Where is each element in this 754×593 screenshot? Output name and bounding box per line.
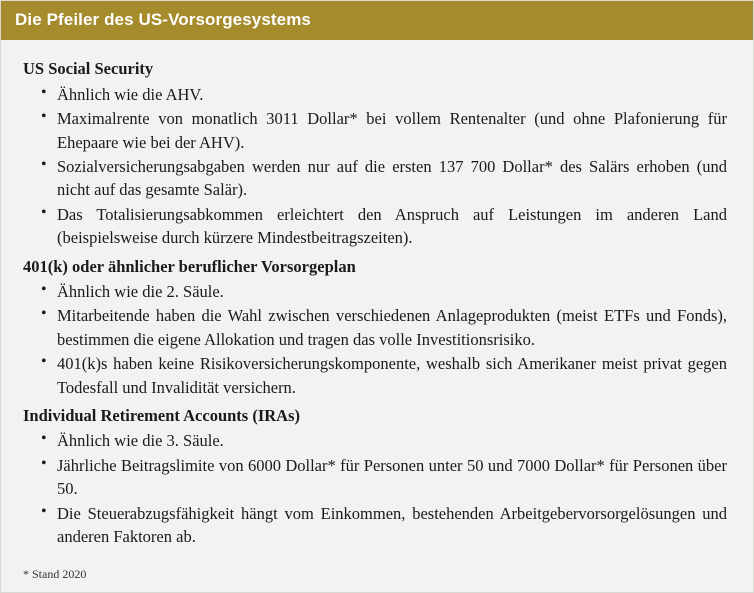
bullet-list <box>23 280 731 399</box>
list-item: • Ähnlich wie die AHV. <box>41 83 731 106</box>
section-401k <box>23 256 731 399</box>
list-item: • Mitarbeitende haben die Wahl zwischen verschiedenen Anlageprodukten (meist ETFs und Fonds), bestimmen die eigene Allokation und tragen das volle Investitionsrisiko. <box>41 304 731 351</box>
list-item: • 401(k)s haben keine Risikoversicherungskomponente, weshalb sich Amerikaner meist privat gegen Todesfall und Invalidität versichern. <box>41 352 731 399</box>
list-item: • Ähnlich wie die 3. Säule. <box>41 429 731 452</box>
section-heading: Individual Retirement Accounts (IRAs) <box>23 405 300 425</box>
list-item: • Ähnlich wie die 2. Säule. <box>41 280 731 303</box>
section-heading: 401(k) oder ähnlicher beruflicher Vorsorgeplan <box>23 256 356 276</box>
list-item: • Sozialversicherungsabgaben werden nur auf die ersten 137 700 Dollar* des Salärs erhoben (und nicht auf das gesamte Salär). <box>41 155 731 202</box>
section-heading: US Social Security <box>23 59 154 79</box>
list-item: • Das Totalisierungsabkommen erleichtert den Anspruch auf Leistungen im anderen Land (beispielsweise durch kürzere Mindestbeitragszeiten). <box>41 203 731 250</box>
footnote: * Stand 2020 <box>23 567 87 581</box>
list-item: • Maximalrente von monatlich 3011 Dollar* bei vollem Rentenalter (und ohne Plafonierung für Ehepaare wie bei der AHV). <box>41 107 731 154</box>
list-item: • Die Steuerabzugsfähigkeit hängt vom Einkommen, bestehenden Arbeitgebervorsorgelösungen und anderen Faktoren ab. <box>41 502 731 549</box>
list-item: • Jährliche Beitragslimite von 6000 Dollar* für Personen unter 50 und 7000 Dollar* für Personen über 50. <box>41 454 731 501</box>
section-iras <box>23 405 731 548</box>
bullet-list <box>23 429 731 548</box>
panel-body <box>1 40 753 561</box>
bullet-list <box>23 83 731 250</box>
section-us-social-security <box>23 58 731 249</box>
panel-title: Die Pfeiler des US-Vorsorgesystems <box>1 1 753 40</box>
